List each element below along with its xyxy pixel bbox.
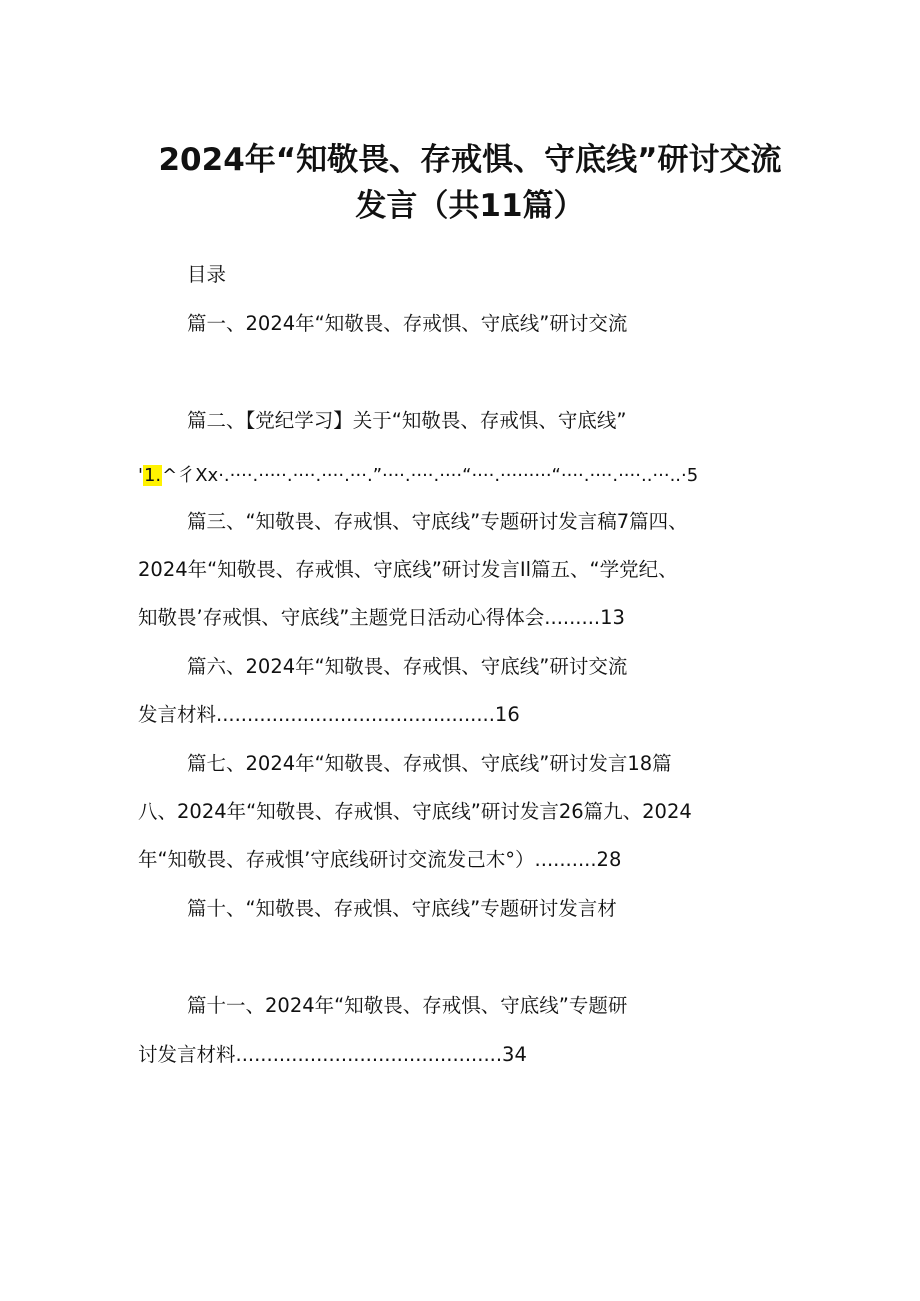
garbled-prefix: ' bbox=[138, 465, 143, 486]
toc-line-9: 八、2024年“知敬畏、存戒惧、守底线”研讨发言26篇九、2024 bbox=[138, 800, 692, 823]
document-title-line-1: 2024年“知敬畏、存戒惧、守底线”研讨交流 bbox=[158, 142, 782, 178]
toc-line-5: 知敬畏’存戒惧、守底线”主题党日活动心得体会.........13 bbox=[138, 606, 625, 629]
toc-line-7: 发言材料.............................................16 bbox=[138, 703, 520, 726]
toc-heading: 目录 bbox=[187, 263, 227, 286]
toc-line-12: 篇十一、2024年“知敬畏、存戒惧、守底线”专题研 bbox=[187, 994, 628, 1017]
toc-line-1: 篇一、2024年“知敬畏、存戒惧、守底线”研讨交流 bbox=[187, 312, 628, 335]
toc-line-11: 篇十、“知敬畏、存戒惧、守底线”专题研讨发言材 bbox=[187, 897, 617, 920]
highlighted-text: 1. bbox=[143, 465, 162, 486]
toc-line-6: 篇六、2024年“知敬畏、存戒惧、守底线”研讨交流 bbox=[187, 655, 628, 678]
toc-line-2: 篇二、【党纪学习】关于“知敬畏、存戒惧、守底线” bbox=[187, 409, 627, 432]
toc-line-10: 年“知敬畏、存戒惧’守底线研讨交流发己木°）..........28 bbox=[138, 848, 622, 871]
garbled-rest: ^彳Xx·.····.·····.····.····.···.”····.····.····“····.·········“····.····.····..···..·5 bbox=[162, 465, 699, 486]
toc-line-4: 2024年“知敬畏、存戒惧、守底线”研讨发言Il篇五、“学党纪、 bbox=[138, 558, 678, 581]
toc-line-3: 篇三、“知敬畏、存戒惧、守底线”专题研讨发言稿7篇四、 bbox=[187, 510, 688, 533]
toc-line-13: 讨发言材料...........................................34 bbox=[138, 1043, 527, 1066]
document-title-line-2: 发言（共11篇） bbox=[355, 188, 585, 224]
toc-line-garbled bbox=[138, 462, 698, 490]
toc-line-8: 篇七、2024年“知敬畏、存戒惧、守底线”研讨发言18篇 bbox=[187, 752, 672, 775]
